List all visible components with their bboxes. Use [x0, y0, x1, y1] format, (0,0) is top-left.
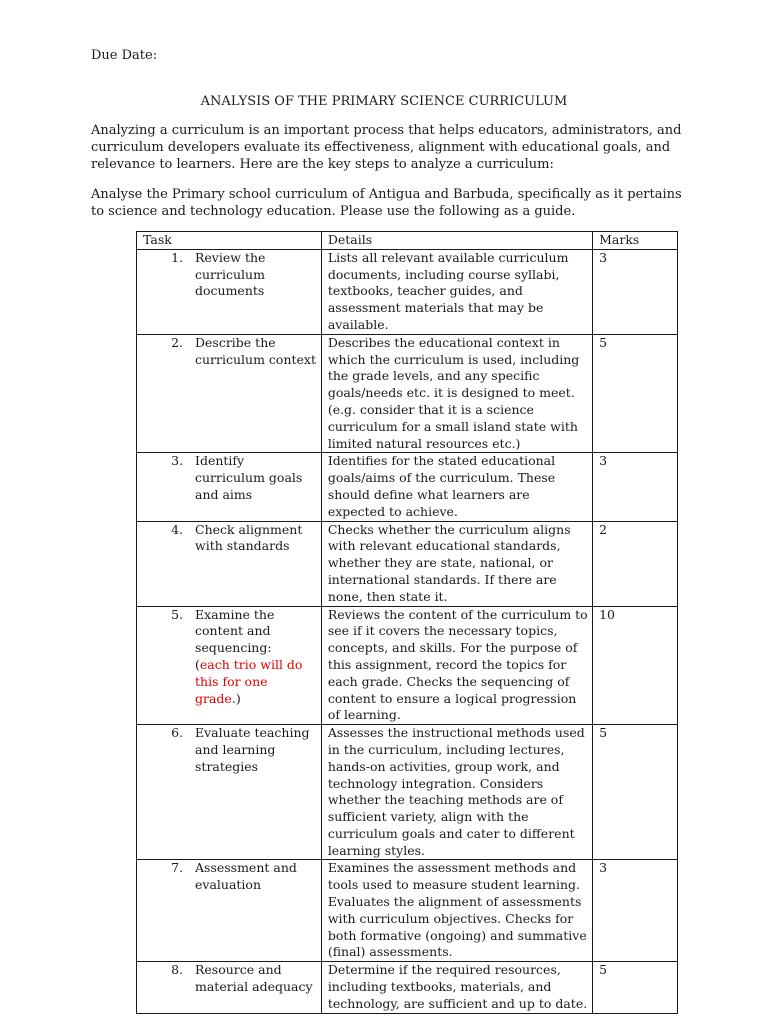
intro-paragraph: Analyzing a curriculum is an important process that helps educators, administrators, and curriculum developers evaluate its effectiveness, alignment with educational goals, and relevance to learners. Here are the key steps to analyze a curriculum:	[91, 123, 682, 172]
task-number: 5.	[171, 606, 183, 622]
marks-cell: 5	[593, 725, 678, 860]
task-number: 1.	[171, 249, 183, 265]
details-cell: Identifies for the stated educational goals/aims of the curriculum. These should define what learners are expected to achieve.	[321, 453, 592, 521]
marks-cell: 5	[593, 962, 678, 1013]
task-text: Identify curriculum goals and aims	[195, 453, 303, 502]
details-cell: Examines the assessment methods and tools used to measure student learning. Evaluates the alignment of assessments with curriculum objectives. Checks for both formative (ongoing) and summative (final) assessments.	[321, 860, 592, 962]
table-header-row	[137, 232, 678, 250]
task-text: Evaluate teaching and learning strategies	[195, 725, 310, 774]
column-header-marks: Marks	[593, 232, 678, 250]
task-note-open: (	[195, 656, 200, 672]
document-title: ANALYSIS OF THE PRIMARY SCIENCE CURRICULUM	[200, 94, 568, 109]
task-cell	[137, 521, 322, 606]
task-number: 8.	[171, 962, 183, 978]
task-cell	[137, 962, 322, 1013]
due-date-label: Due Date:	[91, 48, 158, 63]
task-text: Resource and material adequacy	[195, 962, 313, 995]
task-number: 2.	[171, 334, 183, 350]
task-note: each trio will do this for one grade	[195, 656, 303, 706]
table-row	[137, 725, 678, 860]
marks-cell: 10	[593, 606, 678, 725]
task-text: Review the curriculum documents	[195, 249, 266, 299]
task-cell	[137, 453, 322, 521]
details-cell: Describes the educational context in which the curriculum is used, including the grade levels, and any specific goals/needs etc. it is designed to meet. (e.g. consider that it is a science curriculum for a small island state with limited natural resources etc.)	[321, 334, 592, 453]
task-number: 6.	[171, 725, 183, 741]
task-text: Assessment and evaluation	[195, 860, 297, 893]
task-cell	[137, 725, 322, 860]
table-row	[137, 860, 678, 962]
marks-cell: 5	[593, 334, 678, 453]
task-number: 3.	[171, 453, 183, 469]
guide-table	[136, 231, 678, 1014]
marks-cell: 3	[593, 860, 678, 962]
marks-cell: 2	[593, 521, 678, 606]
table-row	[137, 962, 678, 1013]
details-cell: Lists all relevant available curriculum documents, including course syllabi, textbooks, teacher guides, and assessment materials that may be available.	[321, 249, 592, 334]
table-row	[137, 249, 678, 334]
column-header-task: Task	[137, 232, 322, 250]
instruction-paragraph: Analyse the Primary school curriculum of Antigua and Barbuda, specifically as it pertains to science and technology education. Please use the following as a guide.	[91, 187, 682, 219]
task-cell	[137, 606, 322, 725]
details-cell: Determine if the required resources, including textbooks, materials, and technology, are sufficient and up to date.	[321, 962, 592, 1013]
details-cell: Checks whether the curriculum aligns with relevant educational standards, whether they are state, national, or international standards. If there are none, then state it.	[321, 521, 592, 606]
details-cell: Assesses the instructional methods used in the curriculum, including lectures, hands-on activities, group work, and technology integration. Considers whether the teaching methods are of sufficient variety, align with the curriculum goals and cater to different learning styles.	[321, 725, 592, 860]
task-text: Describe the curriculum context	[195, 334, 316, 367]
task-cell	[137, 249, 322, 334]
task-cell	[137, 860, 322, 962]
task-number: 4.	[171, 521, 183, 537]
table-row	[137, 334, 678, 453]
task-note-close: .)	[231, 690, 241, 706]
column-header-details: Details	[321, 232, 592, 250]
marks-cell: 3	[593, 249, 678, 334]
task-cell	[137, 334, 322, 453]
table-row	[137, 606, 678, 725]
marks-cell: 3	[593, 453, 678, 521]
details-cell: Reviews the content of the curriculum to see if it covers the necessary topics, concepts, and skills. For the purpose of this assignment, record the topics for each grade. Checks the sequencing of content to ensure a logical progression of learning.	[321, 606, 592, 725]
task-text: Examine the content and sequencing:	[195, 606, 275, 656]
table-row	[137, 521, 678, 606]
table-row	[137, 453, 678, 521]
task-text: Check alignment with standards	[195, 521, 303, 554]
task-number: 7.	[171, 860, 183, 876]
